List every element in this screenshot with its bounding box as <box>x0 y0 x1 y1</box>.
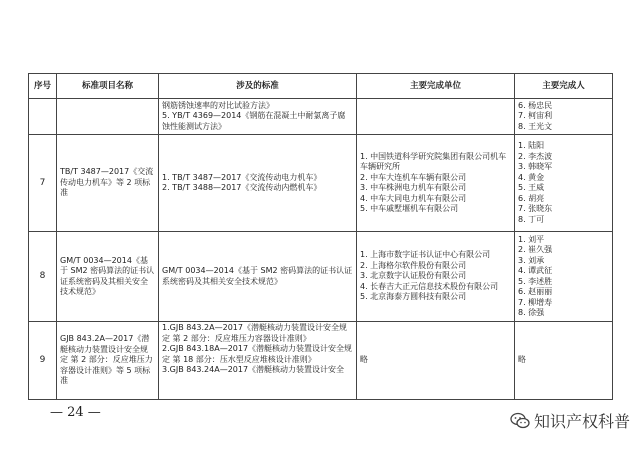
person-item: 6. 胡亮 <box>518 193 545 203</box>
watermark <box>510 409 630 432</box>
main-units <box>357 135 515 232</box>
header-cell: 主要完成人 <box>515 74 613 99</box>
header-cell: 主要完成单位 <box>357 74 515 99</box>
person-item: 7. 柯宙利 <box>518 111 553 121</box>
person-item: 5. 李述胜 <box>518 276 553 286</box>
person-item: 6. 杨忠民 <box>518 100 553 110</box>
header-cell: 序号 <box>29 74 57 99</box>
standard-item: 2. TB/T 3488—2017《交流传动内燃机车》 <box>162 183 322 192</box>
standard-item: GM/T 0034—2014《基于 SM2 密码算法的证书认证系统密码及其相关安全技术规范》 <box>162 266 353 286</box>
table-row <box>29 135 613 232</box>
main-people <box>515 232 613 322</box>
person-item: 3. 刘承 <box>518 255 545 265</box>
standard-item: 钢筋锈蚀速率的对比试验方法》 <box>162 100 274 110</box>
unit-item: 3. 北京数字认证股份有限公司 <box>360 271 467 281</box>
header-cell: 涉及的标准 <box>159 74 357 99</box>
standard-project-name: TB/T 3487—2017《交流传动电力机车》等 2 项标准 <box>57 135 159 232</box>
standards-table <box>28 73 613 400</box>
person-item: 7. 柳增寿 <box>518 297 553 307</box>
unit-item: 5. 中车戚墅堰机车有限公司 <box>360 204 459 213</box>
standard-item: 3.GJB 843.24A—2017《潜艇核动力装置设计安全 <box>162 365 345 374</box>
unit-item: 5. 北京海泰方圆科技有限公司 <box>360 292 467 302</box>
table-row <box>29 99 613 135</box>
standard-project-name <box>57 99 159 135</box>
standard-item: 5. YB/T 4369—2014《钢筋在混凝土中耐氯离子腐蚀性能测试方法》 <box>162 111 346 131</box>
person-item: 5. 王威 <box>518 183 545 192</box>
person-item: 2. 崔久强 <box>518 245 553 254</box>
main-people <box>515 135 613 232</box>
related-standards <box>159 232 357 322</box>
unit-item: 1. 中国铁道科学研究院集团有限公司机车车辆研究所 <box>360 151 507 171</box>
main-units: 略 <box>357 322 515 400</box>
row-number: 9 <box>29 322 57 400</box>
main-units <box>357 232 515 322</box>
page-number: — 24 — <box>50 405 101 420</box>
person-item: 4. 黄金 <box>518 172 545 182</box>
main-people: 略 <box>515 322 613 400</box>
row-number: 7 <box>29 135 57 232</box>
table-row <box>29 322 613 400</box>
person-item: 2. 李杰波 <box>518 151 553 161</box>
unit-item: 4. 中车大同电力机车有限公司 <box>360 193 467 203</box>
unit-item: 2. 上海格尔软件股份有限公司 <box>360 260 467 270</box>
person-item: 3. 韩晓军 <box>518 162 553 171</box>
standard-item: 1. TB/T 3487—2017《交流传动电力机车》 <box>162 172 322 182</box>
person-item: 1. 刘平 <box>518 234 545 244</box>
related-standards <box>159 135 357 232</box>
related-standards <box>159 99 357 135</box>
person-item: 8. 徐强 <box>518 308 545 317</box>
main-people <box>515 99 613 135</box>
person-item: 8. 丁可 <box>518 214 545 224</box>
standard-project-name: GM/T 0034—2014《基于 SM2 密码算法的证书认证系统密码及其相关安全技术规范》 <box>57 232 159 322</box>
unit-item: 4. 长春吉大正元信息技术股份有限公司 <box>360 281 499 291</box>
person-item: 7. 张晓东 <box>518 204 553 213</box>
header-cell: 标准项目名称 <box>57 74 159 99</box>
unit-item: 2. 中车大连机车车辆有限公司 <box>360 172 467 182</box>
table-header-row <box>29 74 613 99</box>
row-number <box>29 99 57 135</box>
person-item: 4. 谭武征 <box>518 266 553 275</box>
person-item: 1. 陆阳 <box>518 141 545 150</box>
person-item: 8. 王光文 <box>518 121 553 131</box>
related-standards <box>159 322 357 400</box>
standard-item: 2.GJB 843.18A—2017《潜艇核动力装置设计安全规定 第 18 部分：压水型反应堆核设计准则》 <box>162 344 353 364</box>
unit-item: 3. 中车株洲电力机车有限公司 <box>360 183 467 192</box>
standard-item: 1.GJB 843.2A—2017《潜艇核动力装置设计安全规定 第 2 部分：反应堆压力容器设计准则》 <box>162 323 347 343</box>
person-item: 6. 赵丽丽 <box>518 287 553 296</box>
table-row <box>29 232 613 322</box>
standard-project-name: GJB 843.2A—2017《潜艇核动力装置设计安全规定 第 2 部分：反应堆压力容器设计准则》等 5 项标准 <box>57 322 159 400</box>
row-number: 8 <box>29 232 57 322</box>
unit-item: 1. 上海市数字证书认证中心有限公司 <box>360 250 491 260</box>
main-units <box>357 99 515 135</box>
wechat-icon <box>510 412 530 430</box>
watermark-text: 知识产权科普 <box>533 412 630 431</box>
